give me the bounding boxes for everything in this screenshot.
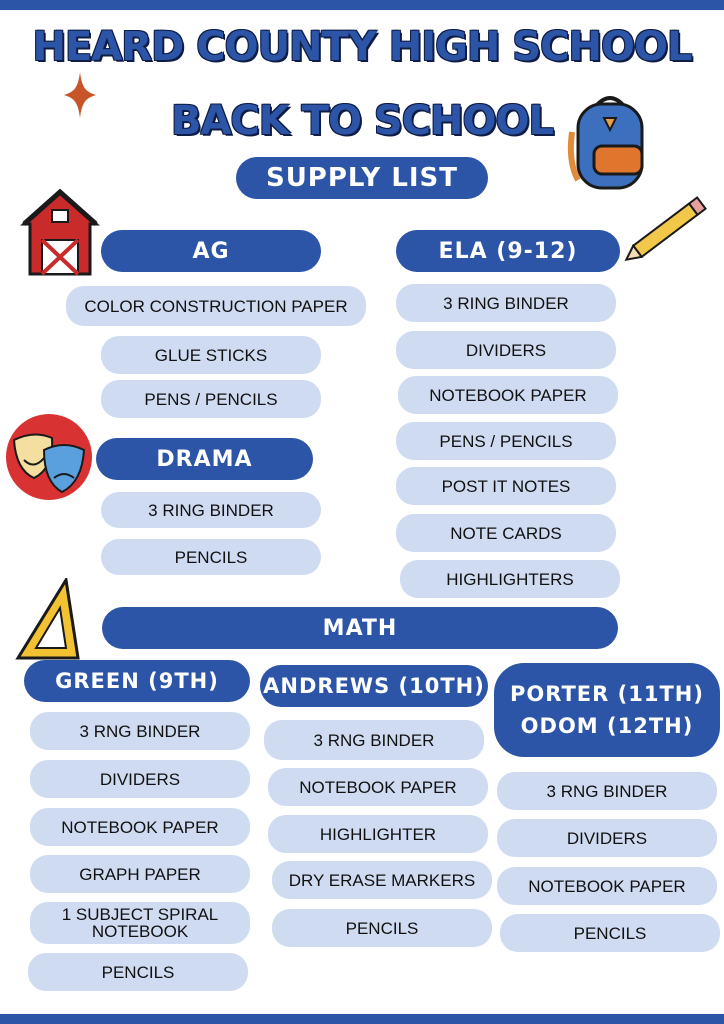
andrews-item: 3 RNG BINDER [264,720,484,760]
drama-item: PENCILS [101,539,321,575]
supply-list-badge: SUPPLY LIST [236,157,488,199]
andrews-item: HIGHLIGHTER [268,815,488,853]
ag-item: PENS / PENCILS [101,380,321,418]
andrews-heading: ANDREWS (10TH) [260,665,488,707]
porter-item: PENCILS [500,914,720,952]
barn-icon [18,188,102,276]
bottom-border [0,1014,724,1024]
green-item: PENCILS [28,953,248,991]
theater-masks-icon [4,412,94,502]
ela-item: NOTE CARDS [396,514,616,552]
pencil-icon [620,190,714,268]
backpack-icon [566,92,654,192]
green-item: NOTEBOOK PAPER [30,808,250,846]
ela-item: POST IT NOTES [396,467,616,505]
porter-item: NOTEBOOK PAPER [497,867,717,905]
drama-heading: DRAMA [96,438,313,480]
math-heading: MATH [102,607,618,649]
green-item: DIVIDERS [30,760,250,798]
ela-item: 3 RING BINDER [396,284,616,322]
ag-item: COLOR CONSTRUCTION PAPER [66,286,366,326]
odom-heading-line: ODOM (12TH) [520,714,694,738]
ela-item: HIGHLIGHTERS [400,560,620,598]
ag-item: GLUE STICKS [101,336,321,374]
porter-item: DIVIDERS [497,819,717,857]
green-item: 1 SUBJECT SPIRAL NOTEBOOK [30,902,250,944]
top-border [0,0,724,10]
green-item: 3 RNG BINDER [30,712,250,750]
ela-item: PENS / PENCILS [396,422,616,460]
title-line-1: HEARD COUNTY HIGH SCHOOL [32,24,692,70]
ela-item: NOTEBOOK PAPER [398,376,618,414]
porter-item: 3 RNG BINDER [497,772,717,810]
green-item: GRAPH PAPER [30,855,250,893]
sparkle-icon [64,72,96,118]
drama-item: 3 RING BINDER [101,492,321,528]
andrews-item: DRY ERASE MARKERS [272,861,492,899]
green-heading: GREEN (9TH) [24,660,250,702]
porter-heading-line: PORTER (11TH) [510,682,704,706]
triangle-ruler-icon [14,578,82,660]
ela-heading: ELA (9-12) [396,230,620,272]
title-line-2: BACK TO SCHOOL [170,98,554,144]
andrews-item: NOTEBOOK PAPER [268,768,488,806]
ela-item: DIVIDERS [396,331,616,369]
andrews-item: PENCILS [272,909,492,947]
porter-odom-heading [494,663,720,757]
ag-heading: AG [101,230,321,272]
